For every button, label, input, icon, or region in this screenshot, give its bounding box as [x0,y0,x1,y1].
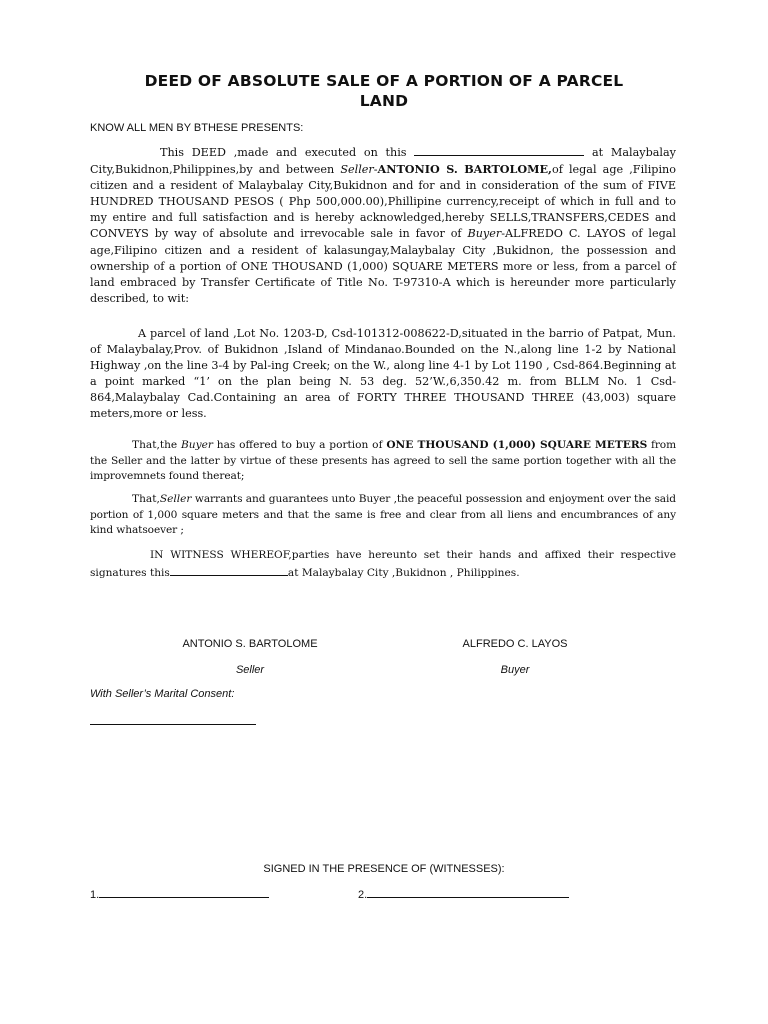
p1-text-c: of legal age ,Filipino citizen and a resident of Malaybalay City,Bukidnon and for and in consideration of the sum of FIVE HUNDRED THOUSAND PESOS ( Php 500,000.00),Phillipine currency,receipt of which in full and to my entire and full satisfaction and is hereby acknowledged,hereby SELLS,TRANSFERS,CEDES and CONVEYS by way of absolute and irrevocable sale in favor of [90,163,676,241]
marital-consent-label: With Seller’s Marital Consent: [90,688,235,700]
buyer-signature-name: ALFREDO C. LAYOS [462,638,568,650]
date-blank-line [414,144,584,156]
witness-2-number: 2. [358,889,368,901]
witness-1-signature-line [99,886,269,898]
p1-text-d: -ALFREDO C. LAYOS of legal age,Filipino citizen and a resident of kalasungay,Malaybalay City ,Bukidnon, the possession and ownership of a portion of ONE THOUSAND (1,000) SQUARE METERS more or less, from a parcel of land embraced by Transfer Certificate of Title No. T-97310-A which is hereunder more particularly described, to wit: [90,227,676,305]
paragraph-seller-warranty [90,492,676,539]
signing-date-blank-line [170,564,288,576]
intro-heading: KNOW ALL MEN BY BTHESE PRESENTS: [90,122,304,134]
p4-seller-italic: Seller [159,493,192,505]
document-title-line-2: LAND [359,92,409,110]
p1-dash: - [373,163,378,177]
seller-name-bold: ANTONIO S. BARTOLOME, [377,162,552,177]
buyer-role-label: Buyer [500,664,530,676]
marital-consent-signature-line [90,724,256,725]
paragraph-witness-whereof [90,548,676,581]
p5-text-b: at Malaybalay City ,Bukidnon , Philippines. [287,566,520,579]
p1-text-a: This DEED ,made and executed on this [160,146,415,159]
p3-text-b: has offered to buy a portion of [212,439,387,451]
witness-2 [358,886,569,902]
p4-text-b: warrants and guarantees unto Buyer ,the peaceful possession and enjoyment over the said portion of 1,000 square meters and that the same is free and clear from all liens and encumbrances of any kind whatsoever ; [90,493,676,537]
witness-1-number: 1. [90,889,100,901]
document-title-line-1: DEED OF ABSOLUTE SALE OF A PORTION OF A PARCEL [144,72,624,90]
paragraph-sale-terms [90,144,676,307]
seller-italic-label: Seller [340,163,374,177]
witness-1 [90,886,269,902]
paragraph-buyer-offer [90,438,676,485]
p3-area-bold: ONE THOUSAND (1,000) SQUARE METERS [386,439,648,451]
paragraph-land-description: A parcel of land ,Lot No. 1203-D, Csd-101312-008622-D,situated in the barrio of Patpat, Mun. of Malaybalay,Prov. of Bukidnon ,Island of Mindanao.Bounded on the N.,along line 1-2 by National Highway ,on the line 3-4 by Pal-ing Creek; on the W., along line 4-1 by Lot 1190 , Csd-864.Beginning at a point marked “1’ on the plan being N. 53 deg. 52’W.,6,350.42 m. from BLLM No. 1 Csd-864,Malaybalay Cad.Containing an area of FORTY THREE THOUSAND THREE (43,003) square meters,more or less. [90,327,676,420]
p3-buyer-italic: Buyer [181,439,213,451]
p3-text-c: from the Seller and the latter by virtue of these presents has agreed to sell the same portion together with all the improvemnets found thereat; [90,439,677,483]
witnesses-heading: SIGNED IN THE PRESENCE OF (WITNESSES): [263,863,505,875]
seller-role-label: Seller [235,664,265,676]
p1-text-b: at Malaybalay City,Bukidnon,Philippines,by and between [90,146,676,177]
p3-text-a: That,the [132,439,182,451]
seller-signature-name: ANTONIO S. BARTOLOME [182,638,318,650]
witness-2-signature-line [367,886,569,898]
buyer-italic-label: Buyer [467,227,502,241]
p5-text-a: IN WITNESS WHEREOF,parties have hereunto set their hands and affixed their respective signatures this [90,549,676,579]
p4-text-a: That, [132,493,160,505]
